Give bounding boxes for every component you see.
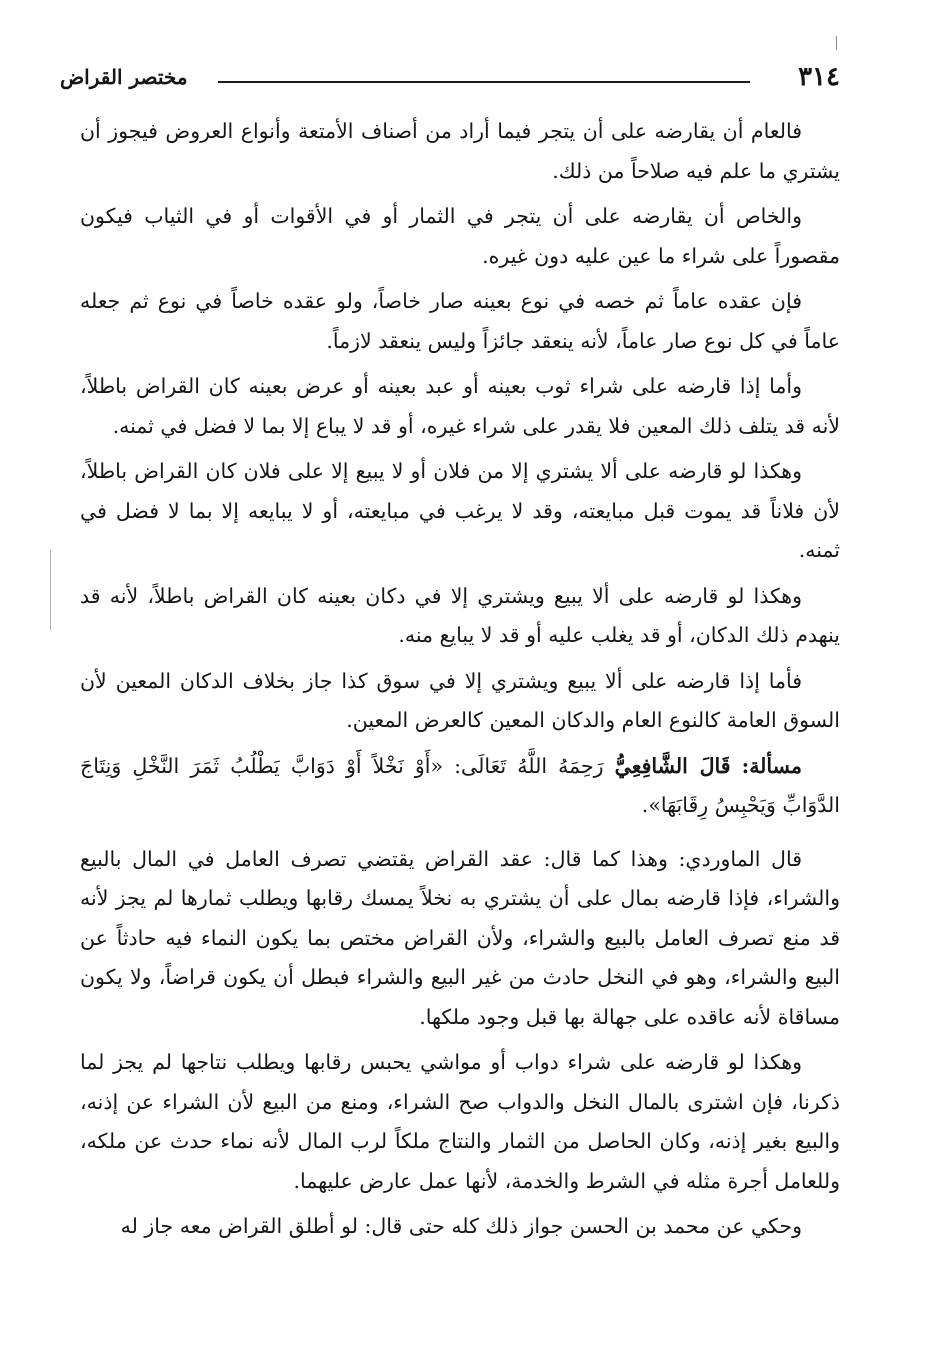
scan-margin-mark: [50, 550, 51, 630]
paragraph: فأما إذا قارضه على ألا يبيع ويشتري إلا في سوق كذا جاز بخلاف الدكان المعين لأن السوق العامة كالنوع العام والدكان المعين كالعرض المعين.: [80, 668, 840, 732]
paragraph: وهكذا لو قارضه على ألا يشتري إلا من فلان أو لا يبيع إلا على فلان كان القراض باطلاً، لأن فلاناً قد يموت قبل مبايعته، وقد لا يرغب في مبايعته، أو لا يبايعه إلا بما لا فضل في ثمنه.: [80, 459, 840, 562]
scan-edge-mark: [836, 36, 837, 50]
page-number: ٣١٤: [798, 62, 840, 92]
paragraph: وأما إذا قارضه على شراء ثوب بعينه أو عبد بعينه أو عرض بعينه كان القراض باطلاً، لأنه قد يتلف ذلك المعين فلا يقدر على شراء غيره، أو قد لا يباع إلا بما لا فضل في ثمنه.: [80, 374, 840, 438]
paragraph: فالعام أن يقارضه على أن يتجر فيما أراد من أصناف الأمتعة وأنواع العروض فيجوز أن يشتري ما علم فيه صلاحاً من ذلك.: [80, 119, 840, 183]
running-title: مختصر القراض: [60, 65, 188, 89]
paragraph: فإن عقده عاماً ثم خصه في نوع بعينه صار خاصاً، ولو عقده خاصاً في نوع ثم جعله عاماً في كل نوع صار عاماً، لأنه ينعقد جائزاً وليس ينعقد لازماً.: [80, 289, 840, 353]
paragraph: وهكذا لو قارضه على ألا يبيع ويشتري إلا في دكان بعينه كان القراض باطلاً، لأنه قد ينهدم ذلك الدكان، أو قد يغلب عليه أو قد لا يبايع منه.: [80, 583, 840, 647]
masala-label: مسألة:: [741, 753, 802, 778]
paragraph: قال الماوردي: وهذا كما قال: عقد القراض يقتضي تصرف العامل في المال بالبيع والشراء، فإذا قارضه بمال على أن يشتري به نخلاً يمسك رقابها ويطلب ثمارها لم يجز لأنه قد منع تصرف العامل بالبيع والشراء، ولأن القراض مختص بما يكون النماء فيه حادثاً عن البيع والشراء، وهو في النخل حادث من غير البيع والشراء فبطل أن يكون قراضاً، ولا يكون مساقاة لأنه عاقده على جهالة بها قبل وجود ملكها.: [80, 846, 840, 1029]
page-body: [80, 112, 840, 1253]
header-rule: [218, 81, 750, 83]
masala-quote: «أَوْ نَخْلاً أَوْ دَوَابَّ يَطْلُبُ ثَمَرَ النَّخْلِ وَنِتَاجَ الدَّوَابِّ وَيَحْبِسُ رِقَابَهَا».: [80, 753, 840, 817]
masala-honorific: رَحِمَهُ اللَّهُ تَعَالَى:: [454, 753, 604, 778]
page-header: [60, 62, 840, 102]
masala-paragraph: [80, 747, 840, 826]
paragraph: وهكذا لو قارضه على شراء دواب أو مواشي يحبس رقابها ويطلب نتاجها لم يجز لما ذكرنا، فإن اشترى بالمال النخل والدواب صح الشراء، ومنع من البيع لأن الشراء عن إذنه، والبيع بغير إذنه، وكان الحاصل من الثمار والنتاج ملكاً لرب المال لأنه نماء حدث عن ملكه، وللعامل أجرة مثله في الشرط والخدمة، لأنها عمل عارض عليهما.: [80, 1050, 840, 1193]
paragraph: وحكي عن محمد بن الحسن جواز ذلك كله حتى قال: لو أطلق القراض معه جاز له: [120, 1214, 802, 1238]
paragraph: والخاص أن يقارضه على أن يتجر في الثمار أو في الأقوات أو في الثياب فيكون مقصوراً على شراء ما عين عليه دون غيره.: [80, 204, 840, 268]
masala-speaker: قَالَ الشَّافِعِيُّ: [614, 753, 731, 778]
